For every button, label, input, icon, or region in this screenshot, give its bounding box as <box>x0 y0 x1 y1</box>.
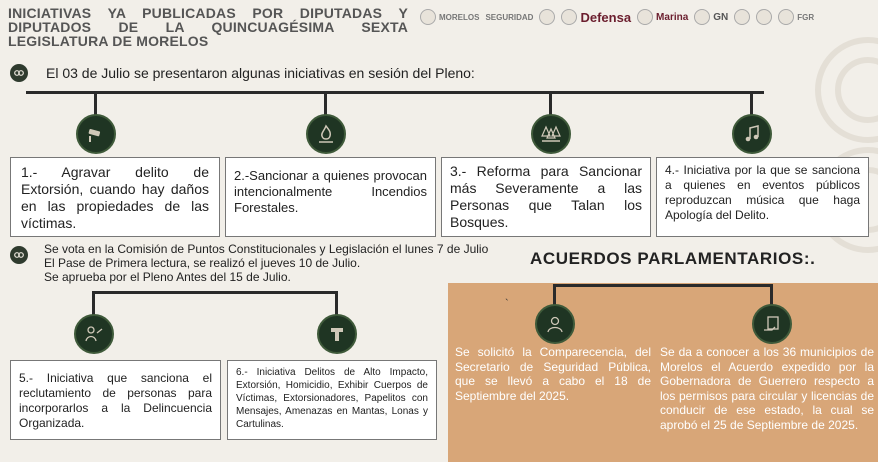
initiative-card-1: 1.- Agravar delito de Extorsión, cuando hay daños en las propiedades de las víctimas. <box>10 157 220 237</box>
vote-line-1: Se vota en la Comisión de Puntos Constitucionales y Legislación el lunes 7 de Julio <box>44 242 489 256</box>
recruitment-icon <box>74 314 114 354</box>
seal-logo <box>539 9 555 25</box>
initiative-card-2: 2.-Sancionar a quienes provocan intencionalmente Incendios Forestales. <box>225 157 436 237</box>
seguridad-logo: SEGURIDAD <box>485 12 534 22</box>
acuerdo-2: Se da a conocer a los 36 municipios de Morelos el Acuerdo expedido por la Gobernadora de Guerrero respecto a los permisos para circular y licencias de conducir de ese estado, la cual se aprobó el 25 de Septiembre de 2025. <box>660 345 874 432</box>
logos-bar <box>420 6 814 28</box>
page-title: INICIATIVAS YA PUBLICADAS POR DIPUTADAS Y DIPUTADOS DE LA QUINCUAGÉSIMA SEXTA LEGISLATURA DE MORELOS <box>8 5 408 49</box>
morelos-logo: MORELOS <box>420 9 479 25</box>
vote-info <box>44 242 534 284</box>
music-note-icon <box>732 114 772 154</box>
handcuffs-icon <box>10 64 28 82</box>
initiative-card-3: 3.- Reforma para Sancionar más Severamente a las Personas que Talan los Bosques. <box>441 157 651 237</box>
initiative-card-6: 6.- Iniciativa Delitos de Alto Impacto, Extorsión, Homicidio, Exhibir Cuerpos de Víctimas, Extorsionadores, Papelitos con Mensajes, Amenazas en Mantas, Lonas y Cartulinas. <box>227 360 437 440</box>
extortion-icon <box>317 314 357 354</box>
panel-mark: ` <box>505 298 509 310</box>
intro-text: El 03 de Julio se presentaron algunas iniciativas en sesión del Pleno: <box>46 65 475 81</box>
vote-line-3: Se aprueba por el Pleno Antes del 15 de Julio. <box>44 270 291 284</box>
acuerdo-1: Se solicitó la Comparecencia, del Secretario de Seguridad Pública, que se llevó a cabo el 18 de Septiembre del 2025. <box>455 345 651 403</box>
seal3-logo <box>756 9 772 25</box>
acuerdos-title: ACUERDOS PARLAMENTARIOS:. <box>530 249 816 268</box>
marina-logo: Marina <box>637 9 688 25</box>
defensa-logo: Defensa <box>561 9 631 25</box>
gn-logo: GN <box>694 9 728 25</box>
timeline-top <box>26 91 764 94</box>
vote-line-2: El Pase de Primera lectura, se realizó el jueves 10 de Julio. <box>44 256 361 270</box>
initiative-card-5: 5.- Iniciativa que sanciona el reclutamiento de personas para incorporarlos a la Delincuencia Organizada. <box>10 360 221 440</box>
officer-icon <box>535 304 575 344</box>
initiative-card-4: 4.- Iniciativa por la que se sanciona a quienes en eventos públicos reproduzcan música que haga Apología del Delito. <box>656 157 869 237</box>
forest-fire-icon <box>306 114 346 154</box>
timeline-bottom <box>92 291 338 294</box>
document-hand-icon <box>752 304 792 344</box>
seal2-logo <box>734 9 750 25</box>
security-camera-icon <box>76 114 116 154</box>
handcuffs-icon <box>10 246 28 264</box>
trees-icon <box>531 114 571 154</box>
fgr-logo: FGR <box>778 9 814 25</box>
timeline-acuerdos <box>553 284 773 287</box>
